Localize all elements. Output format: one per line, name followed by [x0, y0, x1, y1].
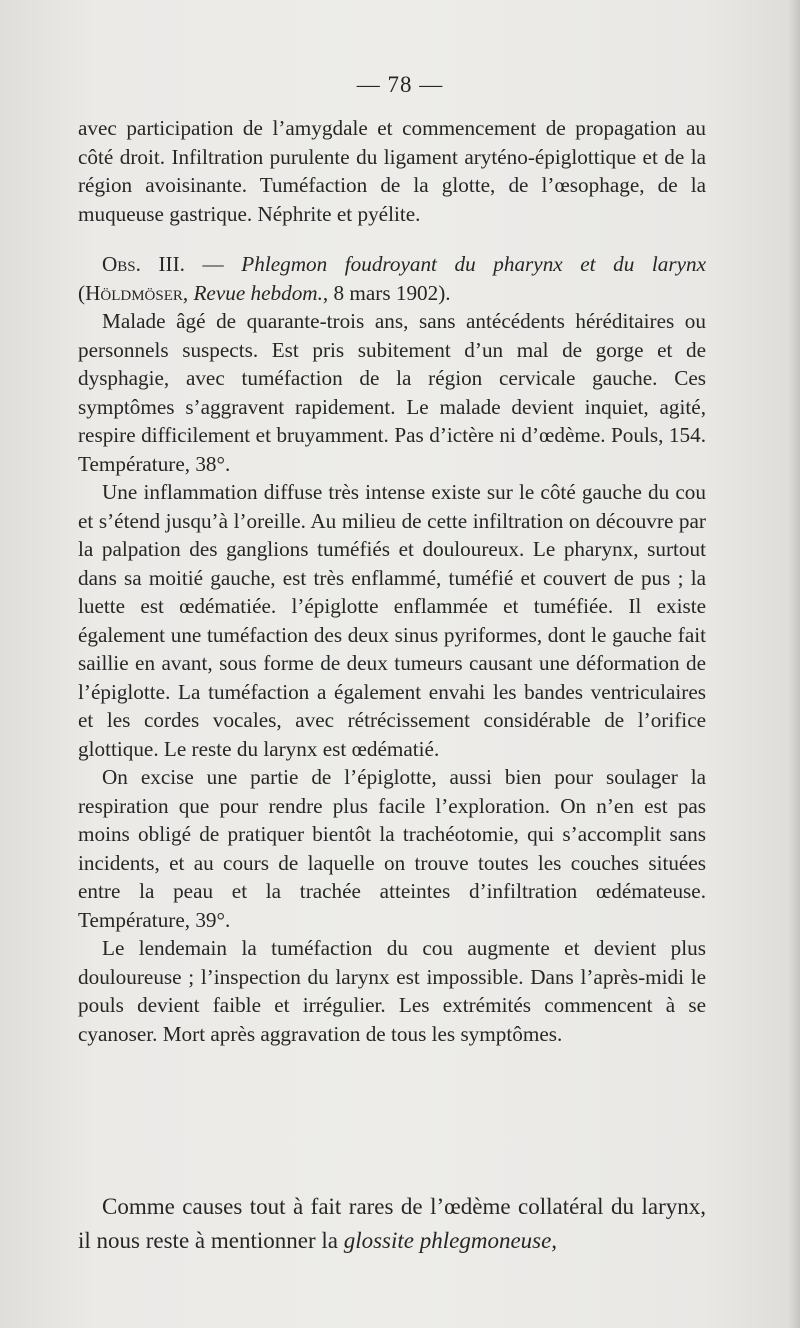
reference-date: , 8 mars 1902).: [322, 280, 451, 305]
page-spine-shadow: [788, 0, 800, 1328]
ref-open: (: [78, 280, 86, 305]
text-block-top: [78, 114, 706, 228]
paragraph-patient-history: Malade âgé de quarante-trois ans, sans antécédents héréditaires ou personnels suspects. Est pris subitement d’un mal de gorge et de dysphagie, avec tuméfaction de la région cervicale gauche. Ces symptômes s’aggravent rapidement. Le malade devient inquiet, agité, respire difficilement et bruyamment. Pas d’ictère ni d’œdème. Pouls, 154. Température, 38°.: [78, 309, 706, 476]
text-block-bottom: [78, 1190, 706, 1258]
causes-text: Comme causes tout à fait rares de l’œdème collatéral du larynx, il nous reste à mentionner la: [78, 1194, 706, 1253]
paragraph-continuation: avec participation de l’amygdale et commencement de propagation au côté droit. Infiltration purulente du ligament aryténo-épiglottique et de la région avoisinante. Tuméfaction de la glotte, de l’œsophage, de la muqueuse gastrique. Néphrite et pyélite.: [78, 116, 706, 226]
paragraph-outcome: Le lendemain la tuméfaction du cou augmente et devient plus douloureuse ; l’inspection du larynx est impossible. Dans l’après-midi le pouls devient faible et irrégulier. Les extrémités commencent à se cyanoser. Mort après aggravation de tous les symptômes.: [78, 936, 706, 1046]
paragraph-treatment: On excise une partie de l’épiglotte, aussi bien pour soulager la respiration que pour rendre plus facile l’exploration. On n’en est pas moins obligé de pratiquer bientôt la trachéotomie, qui s’accomplit sans incidents, et au cours de laquelle on trouve toutes les couches situées entre la peau et la trachée atteintes d’infiltration œdémateuse. Température, 39°.: [78, 765, 706, 932]
observation-block: [78, 250, 706, 1048]
observation-heading: [78, 250, 706, 307]
causes-italic-term: glossite phlegmoneuse,: [343, 1228, 558, 1253]
paragraph-causes: [78, 1190, 706, 1258]
observation-title: Phlegmon foudroyant du pharynx et du larynx: [241, 252, 706, 276]
page-number: — 78 —: [356, 72, 444, 97]
reference-author: Höldmöser: [85, 280, 183, 305]
paragraph-examination: Une inflammation diffuse très intense existe sur le côté gauche du cou et s’étend jusqu’à l’oreille. Au milieu de cette infiltration on découvre par la palpation des ganglions tuméfiés et douloureux. Le pharynx, surtout dans sa moitié gauche, est très enflammé, tuméfié et couvert de pus ; la luette est œdématiée. l’épiglotte enflammée et tuméfiée. Il existe également une tuméfaction des deux sinus pyriformes, dont le gauche fait saillie en avant, sous forme de deux tumeurs causant une déformation de l’épiglotte. La tuméfaction a également envahi les bandes ventriculaires et les cordes vocales, avec rétrécissement considérable de l’orifice glottique. Le reste du larynx est œdématié.: [78, 480, 706, 761]
reference-journal: Revue hebdom.: [193, 280, 323, 305]
observation-label: Obs. III. —: [102, 252, 224, 276]
ref-separator: ,: [182, 280, 194, 305]
